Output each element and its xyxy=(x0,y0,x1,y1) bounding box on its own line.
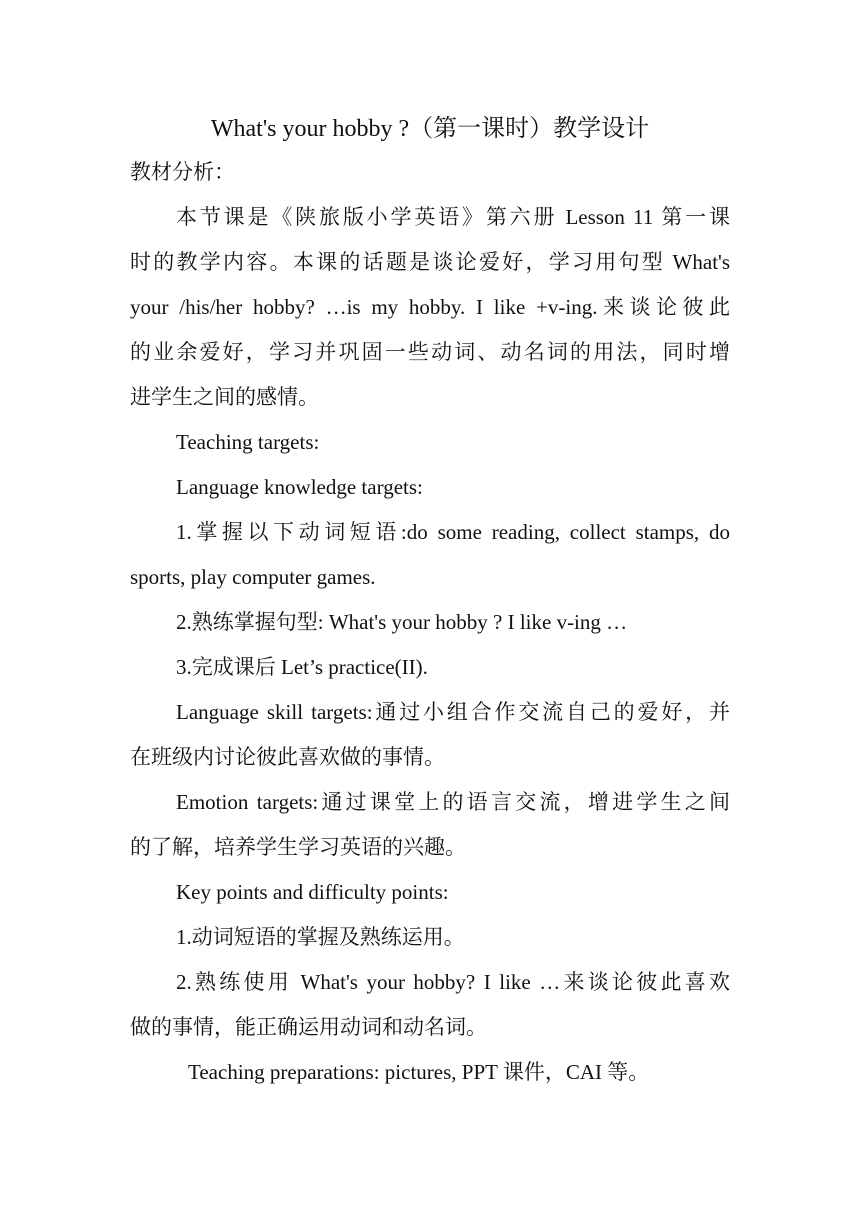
paragraph-line: Emotion targets:通过课堂上的语言交流，增进学生之间 xyxy=(176,790,730,814)
paragraph-line: 本节课是《陕旅版小学英语》第六册 Lesson 11 第一课 xyxy=(176,205,730,229)
list-item-line: 2.熟练掌握句型: What's your hobby ? I like v-ing … xyxy=(176,610,628,634)
list-item-line: 1.动词短语的掌握及熟练运用。 xyxy=(176,925,465,949)
teaching-preparations-line: Teaching preparations: pictures, PPT 课件，CAI 等。 xyxy=(188,1060,650,1084)
paragraph-line: 在班级内讨论彼此喜欢做的事情。 xyxy=(130,745,445,769)
paragraph-line: 的业余爱好，学习并巩固一些动词、动名词的用法，同时增 xyxy=(130,340,730,364)
list-item-line: sports, play computer games. xyxy=(130,565,376,589)
list-item-line: 做的事情，能正确运用动词和动名词。 xyxy=(130,1015,487,1039)
section-heading-textbook-analysis: 教材分析： xyxy=(130,160,235,184)
paragraph-line: Language skill targets:通过小组合作交流自己的爱好，并 xyxy=(176,700,730,724)
paragraph-line: your /his/her hobby? …is my hobby. I like +v-ing.来谈论彼此 xyxy=(130,295,730,319)
heading-language-knowledge-targets: Language knowledge targets: xyxy=(176,475,423,499)
paragraph-line: 的了解，培养学生学习英语的兴趣。 xyxy=(130,835,466,859)
heading-key-points: Key points and difficulty points: xyxy=(176,880,449,904)
document-title: What's your hobby ?（第一课时）教学设计 xyxy=(210,116,650,142)
list-item-line: 2.熟练使用 What's your hobby? I like …来谈论彼此喜欢 xyxy=(176,970,730,994)
heading-teaching-targets: Teaching targets: xyxy=(176,430,320,454)
paragraph-line: 进学生之间的感情。 xyxy=(130,385,319,409)
list-item-line: 3.完成课后 Let’s practice(II). xyxy=(176,655,428,679)
paragraph-line: 时的教学内容。本课的话题是谈论爱好，学习用句型 What's xyxy=(130,250,730,274)
list-item-line: 1.掌握以下动词短语:do some reading, collect stamps, do xyxy=(176,520,730,544)
